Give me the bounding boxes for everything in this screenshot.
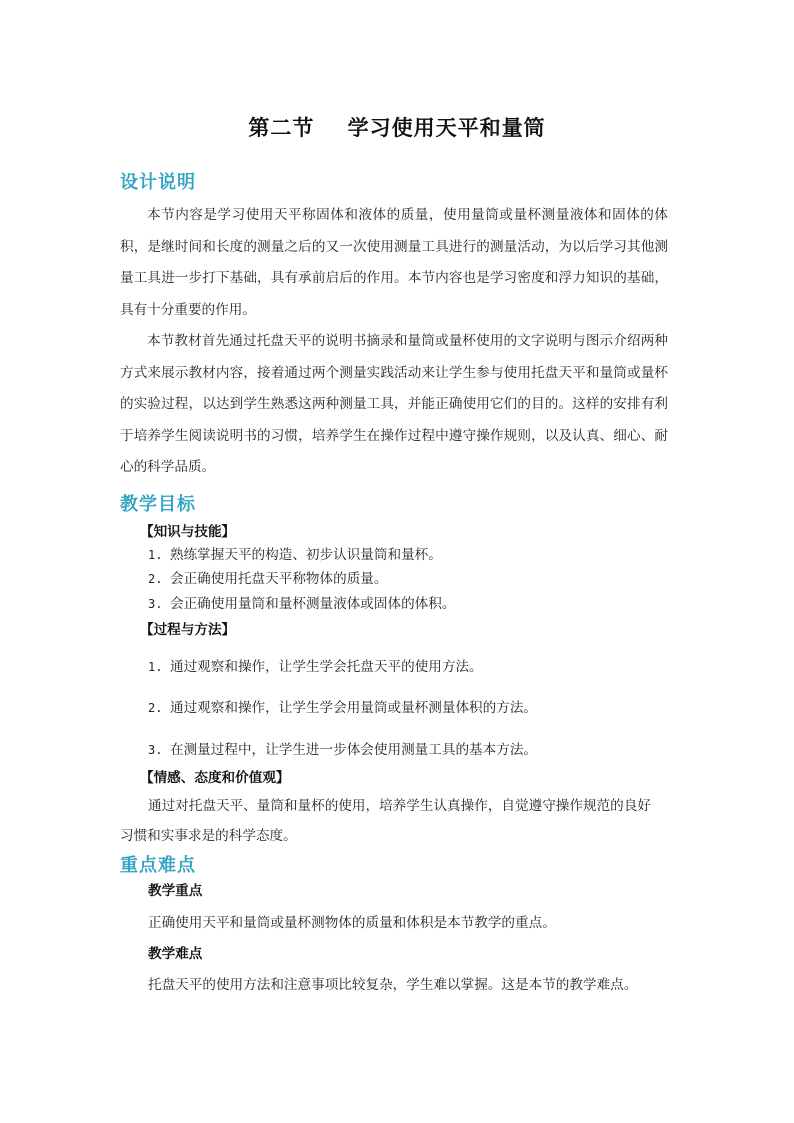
knowledge-item: 3. 会正确使用量筒和量杯测量液体或固体的体积。: [148, 596, 456, 612]
process-item: 3. 在测量过程中，让学生进一步体会使用测量工具的基本方法。: [148, 742, 538, 758]
page-title: 第二节 学习使用天平和量筒: [248, 115, 546, 140]
design-paragraph-2: 本节教材首先通过托盘天平的说明书摘录和量筒或量杯使用的文字说明与图示介绍两种方式来展示教材内容，接着通过两个测量实践活动来让学生参与使用托盘天平和量筒或量杯的实验过程，以达到学生熟悉这两种测量工具，并能正确使用它们的目的。这样的安排有利于培养学生阅读说明书的习惯，培养学生在操作过程中遵守操作规则，以及认真、细心、耐心的科学品质。: [120, 333, 668, 475]
section-heading-design: 设计说明: [120, 172, 196, 193]
teaching-difficulty-text: 托盘天平的使用方法和注意事项比较复杂，学生难以掌握。这是本节的教学难点。: [148, 977, 638, 993]
knowledge-item: 2. 会正确使用托盘天平称物体的质量。: [148, 571, 388, 587]
teaching-focus-text: 正确使用天平和量筒或量杯测物体的质量和体积是本节教学的重点。: [148, 915, 556, 931]
process-item: 2. 通过观察和操作，让学生学会用量筒或量杯测量体积的方法。: [148, 700, 538, 716]
teaching-focus-heading: 教学重点: [148, 883, 203, 899]
section-heading-goals: 教学目标: [120, 494, 196, 515]
emotion-text-line-1: 通过对托盘天平、量筒和量杯的使用，培养学生认真操作，自觉遵守操作规范的良好: [148, 798, 651, 814]
emotion-values-heading: 【情感、态度和价值观】: [140, 770, 290, 786]
design-paragraph-1: 本节内容是学习使用天平称固体和液体的质量，使用量筒或量杯测量液体和固体的体积，是继时间和长度的测量之后的又一次使用测量工具进行的测量活动，为以后学习其他测量工具进一步打下基础，具有承前启后的作用。本节内容也是学习密度和浮力知识的基础，具有十分重要的作用。: [120, 207, 668, 318]
section-heading-key-points: 重点难点: [120, 855, 196, 876]
process-item: 1. 通过观察和操作，让学生学会托盘天平的使用方法。: [148, 659, 483, 675]
emotion-text-line-2: 习惯和实事求是的科学态度。: [120, 828, 297, 844]
knowledge-skills-heading: 【知识与技能】: [140, 524, 236, 540]
teaching-difficulty-heading: 教学难点: [148, 946, 203, 962]
process-methods-heading: 【过程与方法】: [140, 622, 236, 638]
knowledge-item: 1. 熟练掌握天平的构造、初步认识量筒和量杯。: [148, 547, 442, 563]
